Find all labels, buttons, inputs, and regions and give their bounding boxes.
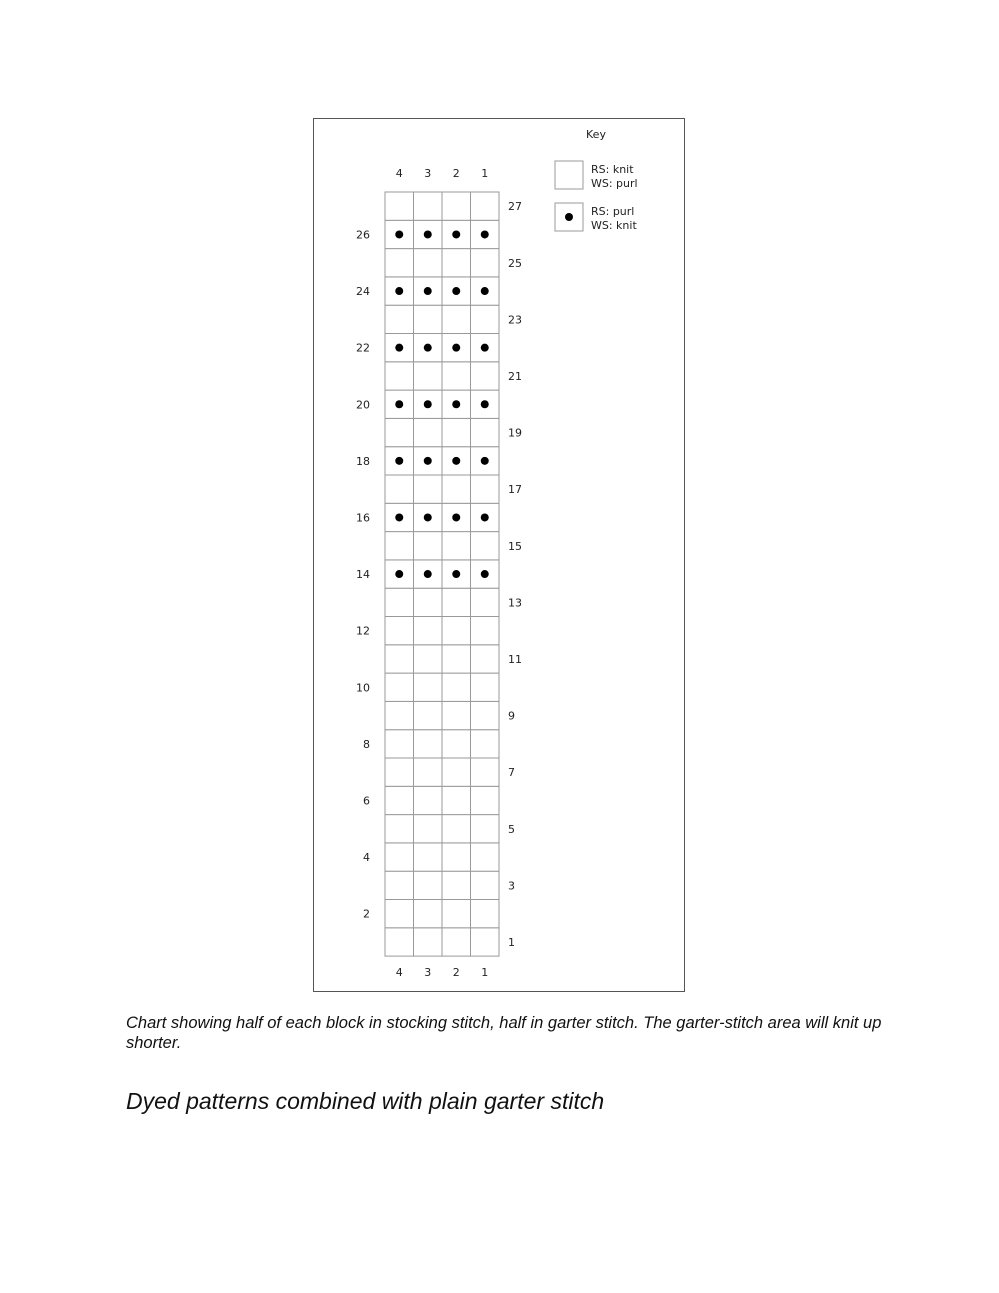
purl-dot <box>395 400 403 408</box>
purl-dot <box>424 570 432 578</box>
chart-cell <box>414 362 443 390</box>
chart-cell <box>442 730 471 758</box>
chart-cell <box>442 786 471 814</box>
section-heading: Dyed patterns combined with plain garter stitch <box>126 1088 605 1114</box>
chart-cell <box>442 673 471 701</box>
chart-cell <box>414 475 443 503</box>
chart-cell <box>385 249 414 277</box>
purl-dot <box>481 287 489 295</box>
row-number-right: 3 <box>508 879 515 893</box>
purl-dot <box>452 344 460 352</box>
chart-cell <box>385 758 414 786</box>
chart-cell <box>471 928 500 956</box>
purl-dot <box>452 457 460 465</box>
key-purl-dot <box>565 213 573 221</box>
chart-cell <box>442 701 471 729</box>
purl-dot <box>452 400 460 408</box>
purl-dot <box>395 344 403 352</box>
purl-dot <box>452 513 460 521</box>
chart-cell <box>385 786 414 814</box>
row-number-right: 25 <box>508 256 522 270</box>
chart-cell <box>414 588 443 616</box>
row-number-left: 4 <box>363 851 370 865</box>
chart-cell <box>471 730 500 758</box>
row-number-right: 15 <box>508 539 522 553</box>
chart-cell <box>471 900 500 928</box>
chart-cell <box>385 192 414 220</box>
purl-dot <box>452 287 460 295</box>
chart-cell <box>442 532 471 560</box>
chart-cell <box>442 843 471 871</box>
chart-cell <box>385 843 414 871</box>
chart-cell <box>442 900 471 928</box>
chart-cell <box>385 815 414 843</box>
row-number-right: 19 <box>508 426 522 440</box>
column-number-top: 2 <box>452 167 460 180</box>
chart-cell <box>442 815 471 843</box>
chart-cell <box>442 305 471 333</box>
key-title: Key <box>586 128 606 141</box>
chart-cell <box>385 871 414 899</box>
key-label-line2: WS: purl <box>591 177 638 190</box>
row-number-left: 18 <box>356 454 370 468</box>
knitting-chart <box>313 118 685 992</box>
key-swatch <box>555 161 583 189</box>
column-number-bottom: 2 <box>452 966 460 980</box>
chart-cell <box>442 362 471 390</box>
row-number-right: 5 <box>508 822 515 836</box>
row-number-right: 27 <box>508 200 522 214</box>
chart-cell <box>414 900 443 928</box>
chart-cell <box>414 249 443 277</box>
chart-cell <box>385 418 414 446</box>
purl-dot <box>395 457 403 465</box>
chart-cell <box>414 305 443 333</box>
purl-dot <box>424 344 432 352</box>
column-number-bottom: 1 <box>481 966 489 980</box>
row-number-left: 10 <box>356 681 370 695</box>
chart-caption: Chart showing half of each block in stocking stitch, half in garter stitch. The garter-stitch area will knit up shorter. <box>126 1014 882 1052</box>
chart-cell <box>414 701 443 729</box>
key-label-line1: RS: knit <box>591 163 634 176</box>
row-number-right: 7 <box>508 766 515 780</box>
row-number-right: 21 <box>508 369 522 383</box>
row-number-left: 20 <box>356 398 370 412</box>
chart-cell <box>442 617 471 645</box>
chart-cell <box>442 645 471 673</box>
chart-cell <box>471 673 500 701</box>
row-number-right: 11 <box>508 652 522 666</box>
chart-cell <box>442 588 471 616</box>
row-number-left: 6 <box>363 794 370 808</box>
chart-cell <box>471 418 500 446</box>
chart-cell <box>385 532 414 560</box>
row-number-left: 12 <box>356 624 370 638</box>
row-number-left: 2 <box>363 907 370 921</box>
chart-cell <box>471 475 500 503</box>
purl-dot <box>424 287 432 295</box>
row-number-left: 8 <box>363 737 370 751</box>
chart-cell <box>385 617 414 645</box>
chart-cell <box>414 928 443 956</box>
chart-cell <box>471 192 500 220</box>
row-number-right: 23 <box>508 313 522 327</box>
chart-cell <box>385 305 414 333</box>
chart-cell <box>471 758 500 786</box>
row-number-left: 24 <box>356 285 370 299</box>
row-number-right: 17 <box>508 483 522 497</box>
purl-dot <box>481 230 489 238</box>
chart-cell <box>385 673 414 701</box>
row-number-right: 9 <box>508 709 515 723</box>
chart-cell <box>442 249 471 277</box>
chart-cell <box>442 192 471 220</box>
chart-cell <box>442 758 471 786</box>
purl-dot <box>452 230 460 238</box>
chart-cell <box>471 532 500 560</box>
chart-cell <box>385 645 414 673</box>
chart-cell <box>471 249 500 277</box>
chart-cell <box>471 362 500 390</box>
row-number-left: 16 <box>356 511 370 525</box>
chart-cell <box>414 617 443 645</box>
chart-cell <box>471 617 500 645</box>
purl-dot <box>452 570 460 578</box>
purl-dot <box>424 513 432 521</box>
row-number-left: 14 <box>356 568 370 582</box>
purl-dot <box>395 287 403 295</box>
column-number-bottom: 4 <box>395 966 403 980</box>
purl-dot <box>481 570 489 578</box>
chart-cell <box>414 673 443 701</box>
row-number-left: 22 <box>356 341 370 355</box>
chart-svg <box>314 119 686 993</box>
chart-cell <box>414 815 443 843</box>
purl-dot <box>395 513 403 521</box>
chart-cell <box>414 843 443 871</box>
chart-cell <box>385 588 414 616</box>
chart-cell <box>414 192 443 220</box>
chart-cell <box>385 730 414 758</box>
row-number-left: 26 <box>356 228 370 242</box>
column-number-bottom: 3 <box>424 966 432 980</box>
row-number-right: 1 <box>508 935 515 949</box>
chart-cell <box>385 928 414 956</box>
chart-cell <box>471 815 500 843</box>
chart-cell <box>414 786 443 814</box>
purl-dot <box>481 457 489 465</box>
key-label-line2: WS: knit <box>591 219 637 232</box>
chart-cell <box>442 418 471 446</box>
chart-cell <box>414 730 443 758</box>
chart-cell <box>471 305 500 333</box>
column-number-top: 1 <box>481 167 489 180</box>
purl-dot <box>481 513 489 521</box>
row-number-right: 13 <box>508 596 522 610</box>
chart-cell <box>385 362 414 390</box>
chart-cell <box>471 701 500 729</box>
purl-dot <box>424 230 432 238</box>
chart-cell <box>471 786 500 814</box>
key-label-line1: RS: purl <box>591 205 635 218</box>
purl-dot <box>395 570 403 578</box>
chart-cell <box>414 532 443 560</box>
chart-cell <box>442 871 471 899</box>
chart-cell <box>442 475 471 503</box>
chart-cell <box>414 418 443 446</box>
chart-cell <box>414 758 443 786</box>
chart-cell <box>385 475 414 503</box>
chart-cell <box>471 588 500 616</box>
chart-cell <box>385 701 414 729</box>
column-number-top: 4 <box>395 167 403 180</box>
chart-cell <box>471 871 500 899</box>
chart-cell <box>442 928 471 956</box>
column-number-top: 3 <box>424 167 432 180</box>
chart-cell <box>471 843 500 871</box>
purl-dot <box>481 400 489 408</box>
purl-dot <box>481 344 489 352</box>
chart-cell <box>414 871 443 899</box>
purl-dot <box>424 457 432 465</box>
purl-dot <box>395 230 403 238</box>
purl-dot <box>424 400 432 408</box>
chart-cell <box>385 900 414 928</box>
chart-cell <box>414 645 443 673</box>
chart-cell <box>471 645 500 673</box>
